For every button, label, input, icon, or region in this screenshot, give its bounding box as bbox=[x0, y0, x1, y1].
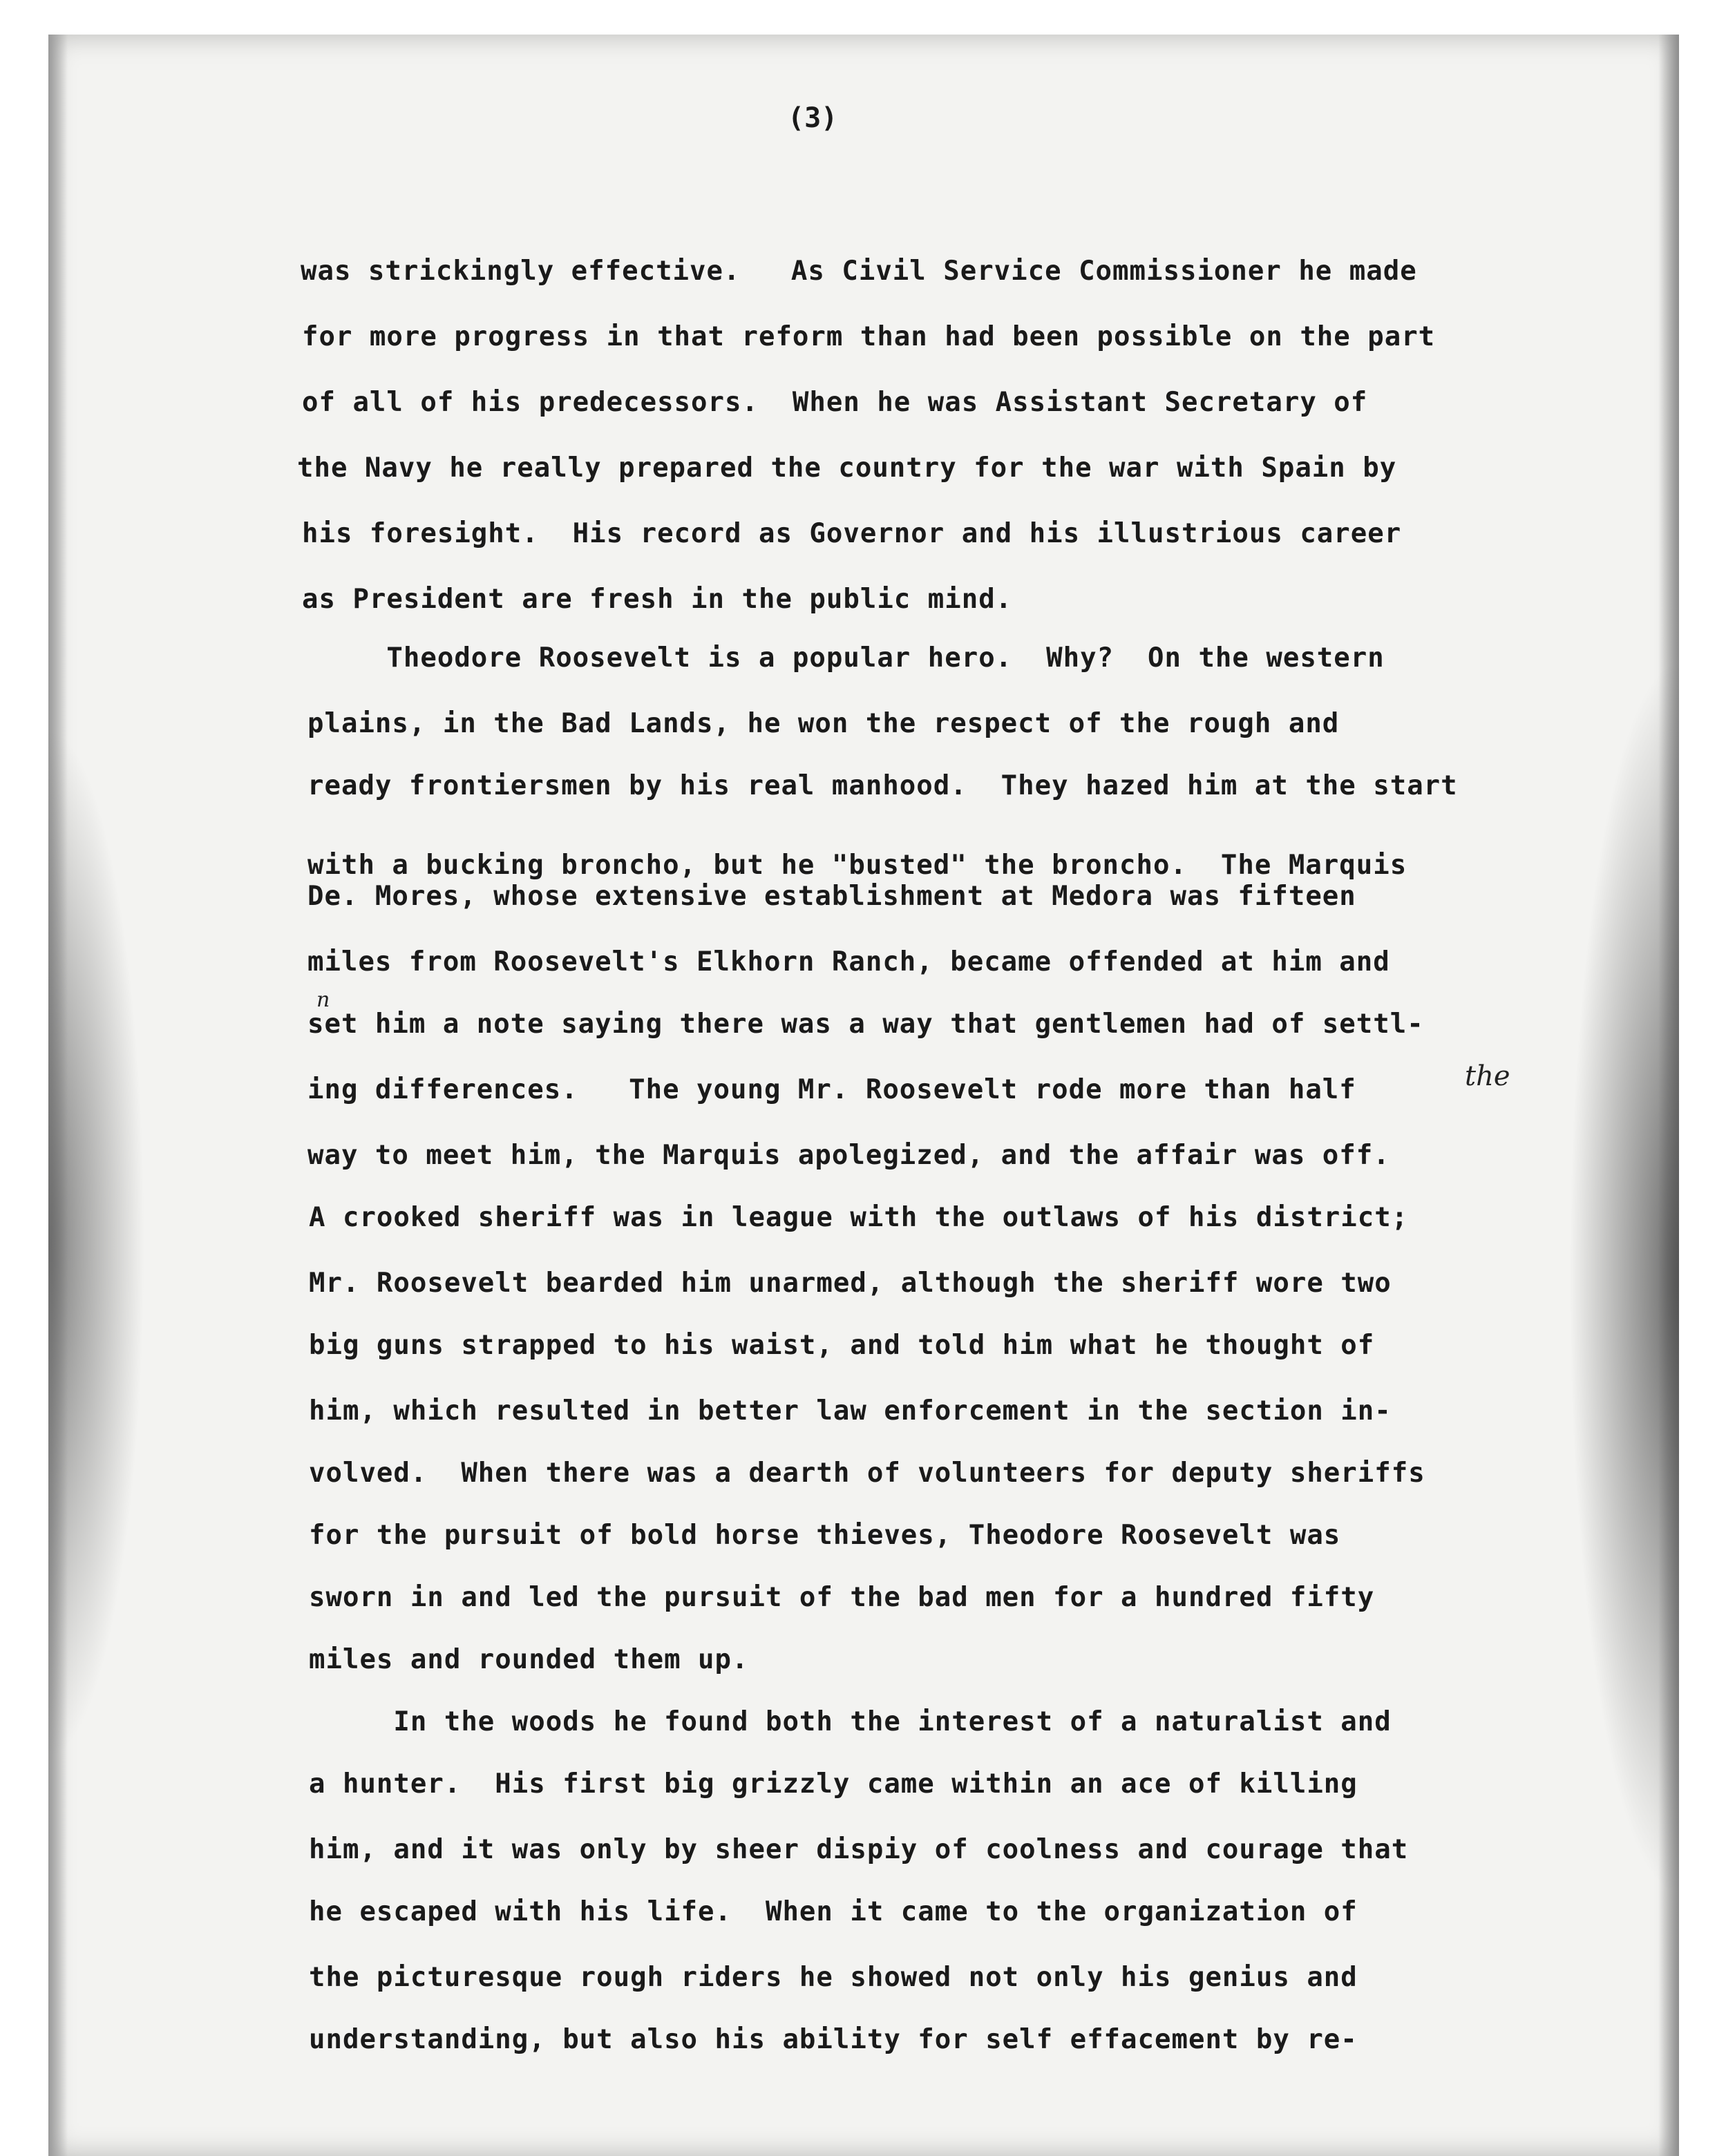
text-line: a hunter. His first big grizzly came within an ace of killing bbox=[309, 1768, 1358, 1800]
handwritten-insertion-n: n bbox=[316, 988, 330, 1012]
text-line: the Navy he really prepared the country for the war with Spain by bbox=[297, 452, 1397, 484]
text-line: he escaped with his life. When it came to the organization of bbox=[309, 1896, 1358, 1927]
text-line: way to meet him, the Marquis apolegized, and the affair was off. bbox=[307, 1140, 1390, 1171]
text-line: was strickingly effective. As Civil Service Commissioner he made bbox=[301, 256, 1417, 287]
fold-shadow-left bbox=[48, 725, 145, 1762]
text-line: big guns strapped to his waist, and told him what he thought of bbox=[309, 1330, 1375, 1361]
handwritten-insertion-the: the bbox=[1465, 1060, 1510, 1092]
text-line: him, and it was only by sheer dispiy of coolness and courage that bbox=[309, 1834, 1409, 1865]
text-line: with a bucking broncho, but he "busted" the broncho. The Marquis bbox=[307, 850, 1407, 881]
text-line: Mr. Roosevelt bearded him unarmed, although the sheriff wore two bbox=[309, 1268, 1392, 1299]
text-line: volved. When there was a dearth of volunteers for deputy sheriffs bbox=[309, 1458, 1425, 1489]
text-line: understanding, but also his ability for self effacement by re- bbox=[309, 2024, 1358, 2055]
text-line: plains, in the Bad Lands, he won the respect of the rough and bbox=[307, 708, 1340, 739]
page-number: (3) bbox=[788, 102, 838, 134]
text-line: for the pursuit of bold horse thieves, Theodore Roosevelt was bbox=[309, 1520, 1341, 1551]
text-line: him, which resulted in better law enforcement in the section in- bbox=[309, 1395, 1392, 1427]
text-line: of all of his predecessors. When he was Assistant Secretary of bbox=[302, 387, 1368, 418]
text-line: Theodore Roosevelt is a popular hero. Why? On the western bbox=[302, 642, 1385, 674]
text-line: miles from Roosevelt's Elkhorn Ranch, became offended at him and bbox=[307, 946, 1390, 977]
text-line: the picturesque rough riders he showed not only his genius and bbox=[309, 1962, 1358, 1993]
text-line: sworn in and led the pursuit of the bad men for a hundred fifty bbox=[309, 1582, 1375, 1613]
text-line: ing differences. The young Mr. Roosevelt rode more than half bbox=[307, 1074, 1356, 1105]
text-line: his foresight. His record as Governor and his illustrious career bbox=[302, 518, 1402, 549]
text-line: A crooked sheriff was in league with the outlaws of his district; bbox=[309, 1202, 1409, 1233]
text-line: In the woods he found both the interest of a naturalist and bbox=[309, 1706, 1392, 1737]
text-line: as President are fresh in the public mind. bbox=[302, 584, 1013, 615]
text-line: set him a note saying there was a way that gentlemen had of settl- bbox=[307, 1009, 1424, 1040]
text-line: De. Mores, whose extensive establishment at Medora was fifteen bbox=[307, 881, 1356, 912]
text-line: miles and rounded them up. bbox=[309, 1644, 749, 1675]
fold-shadow-right bbox=[1568, 656, 1679, 1900]
text-line: ready frontiersmen by his real manhood. They hazed him at the start bbox=[307, 770, 1458, 801]
text-line: for more progress in that reform than had been possible on the part bbox=[302, 321, 1436, 352]
